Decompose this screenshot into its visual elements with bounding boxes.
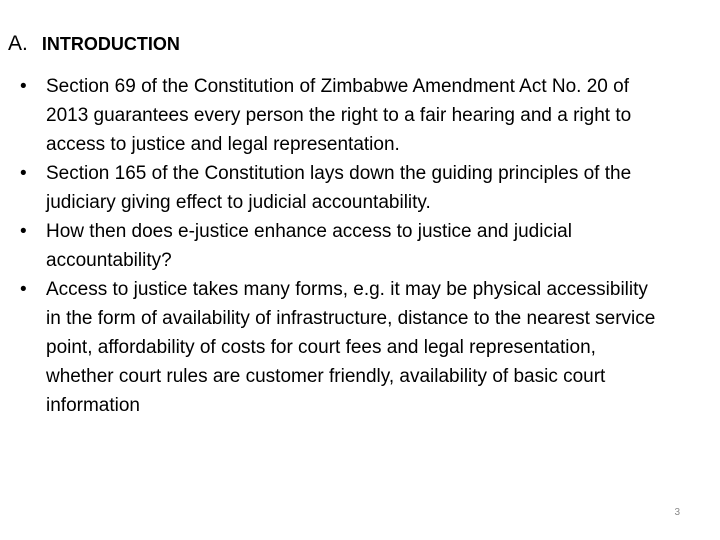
bullet-text: How then does e-justice enhance access to justice and judicial accountability? xyxy=(46,221,572,271)
bullet-item xyxy=(20,217,660,275)
section-heading xyxy=(8,32,180,56)
page-number: 3 xyxy=(674,507,680,518)
bullet-icon: • xyxy=(20,279,27,300)
bullet-text: Section 69 of the Constitution of Zimbabwe Amendment Act No. 20 of 2013 guarantees every person the right to a fair hearing and a right to access to justice and legal representation. xyxy=(46,76,632,155)
section-title: INTRODUCTION xyxy=(41,34,180,54)
bullet-list xyxy=(20,72,660,420)
bullet-item xyxy=(20,275,660,420)
bullet-icon: • xyxy=(20,163,27,184)
section-letter: A. xyxy=(8,32,28,55)
bullet-text: Section 165 of the Constitution lays down the guiding principles of the judiciary giving effect to judicial accountability. xyxy=(46,163,632,213)
bullet-text: Access to justice takes many forms, e.g. it may be physical accessibility in the form of availability of infrastructure, distance to the nearest service point, affordability of costs for court fees and legal representation, whether court rules are customer friendly, availability of basic court information xyxy=(46,279,656,416)
bullet-icon: • xyxy=(20,76,27,97)
bullet-item xyxy=(20,159,660,217)
bullet-item xyxy=(20,72,660,159)
bullet-icon: • xyxy=(20,221,27,242)
